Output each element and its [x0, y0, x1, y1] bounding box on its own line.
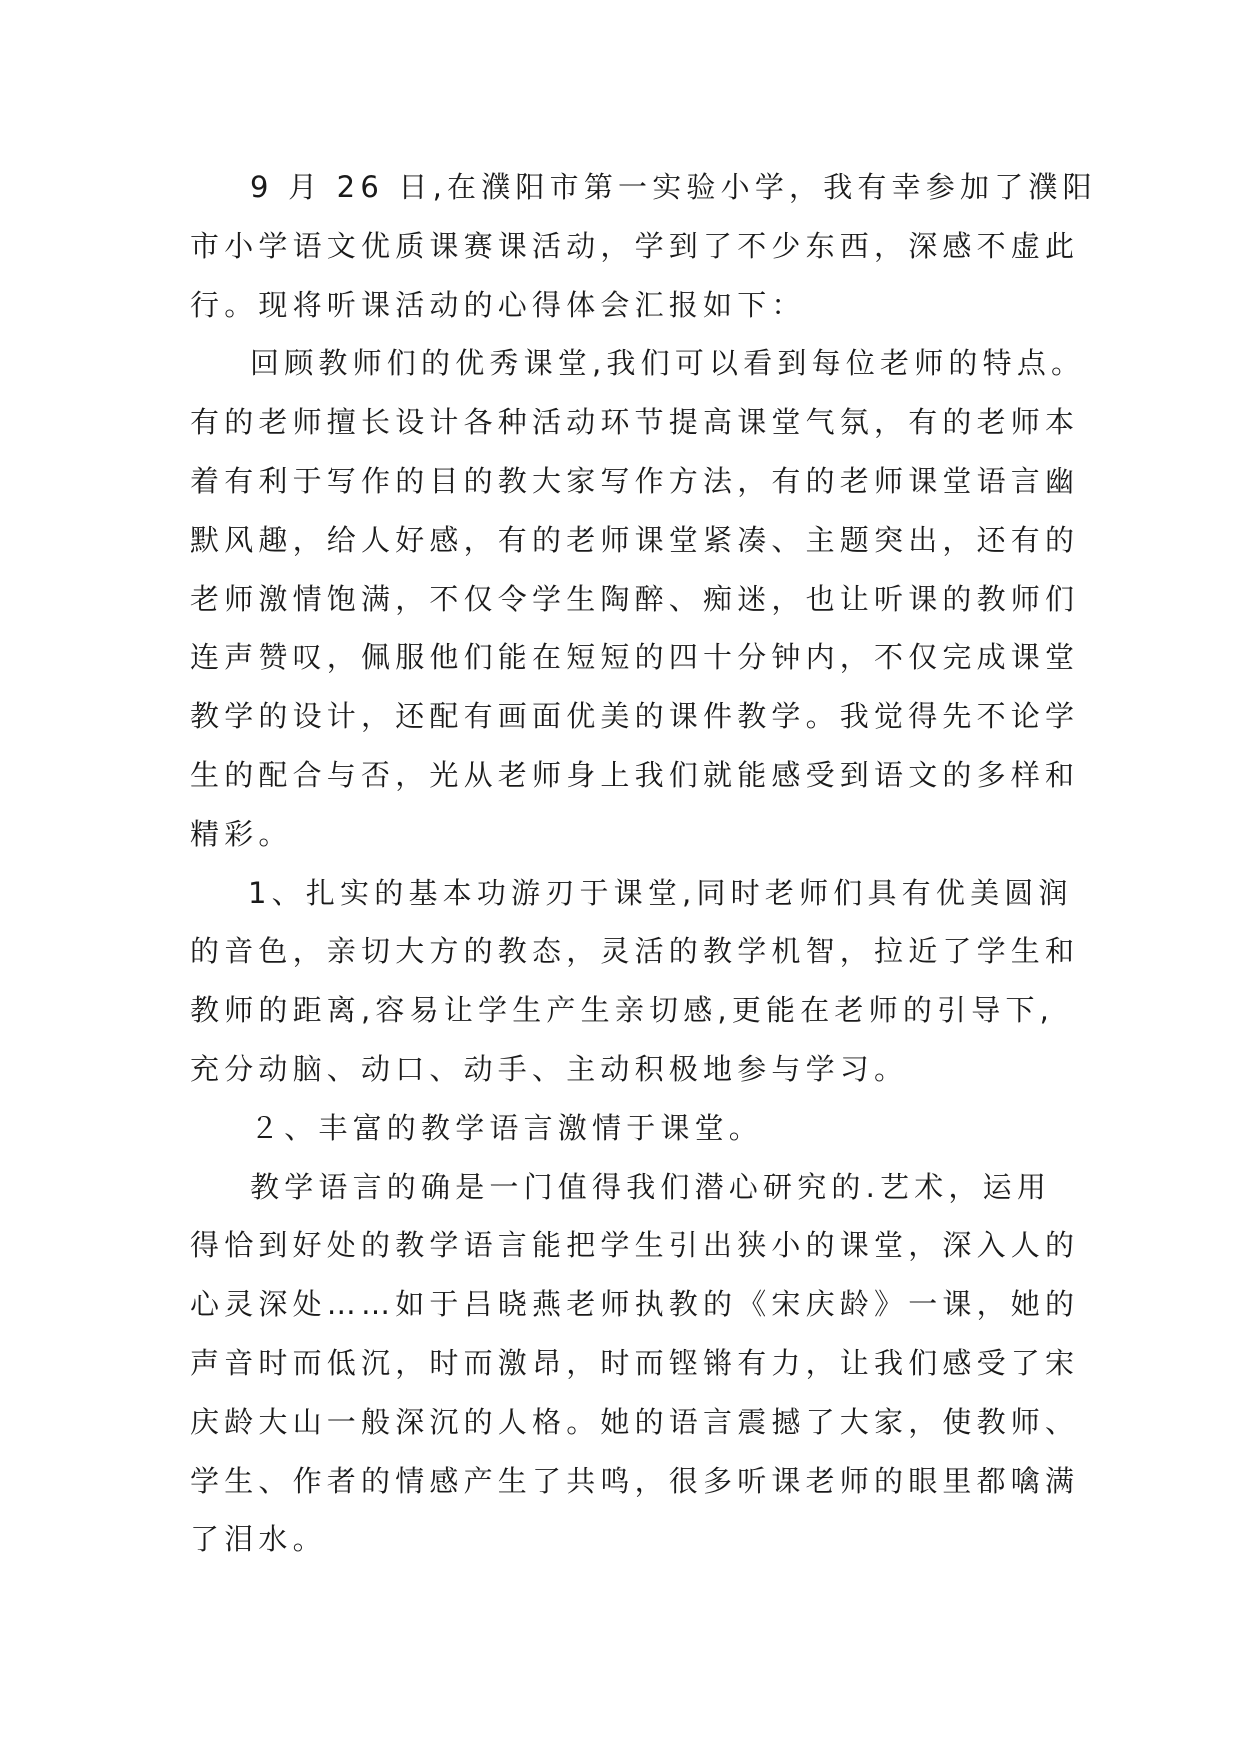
document-body [190, 158, 1097, 1569]
paragraph-line: 市小学语文优质课赛课活动，学到了不少东西，深感不虚此 [190, 228, 1080, 263]
paragraph-line: 教学语言的确是一门值得我们潜心研究的.艺术，运用 [250, 1169, 1052, 1204]
paragraph-line: 心灵深处……如于吕晓燕老师执教的《宋庆龄》一课，她的 [190, 1287, 1080, 1322]
paragraph-line: 了泪水。 [190, 1522, 327, 1557]
paragraph-line: 1、扎实的基本功游刃于课堂,同时老师们具有优美圆润 [248, 875, 1073, 910]
paragraph-line: 有的老师擅长设计各种活动环节提高课堂气氛，有的老师本 [190, 405, 1080, 440]
paragraph-line: 9 月 26 日,在濮阳市第一实验小学，我有幸参加了濮阳 [250, 170, 1097, 204]
paragraph-line: 行。现将听课活动的心得体会汇报如下： [190, 287, 806, 322]
paragraph-line: 老师激情饱满，不仅令学生陶醉、痴迷，也让听课的教师们 [190, 581, 1080, 616]
paragraph-line: 充分动脑、动口、动手、主动积极地参与学习。 [190, 1051, 909, 1086]
paragraph-line: 回顾教师们的优秀课堂,我们可以看到每位老师的特点。 [250, 346, 1086, 381]
paragraph-line: 精彩。 [190, 816, 293, 851]
paragraph-line: 连声赞叹，佩服他们能在短短的四十分钟内，不仅完成课堂 [190, 640, 1080, 675]
paragraph-line: 学生、作者的情感产生了共鸣，很多听课老师的眼里都噙满 [190, 1463, 1080, 1498]
paragraph-line: 教学的设计，还配有画面优美的课件教学。我觉得先不论学 [190, 699, 1080, 734]
paragraph-line: ２、丰富的教学语言激情于课堂。 [250, 1110, 764, 1145]
paragraph-line: 着有利于写作的目的教大家写作方法，有的老师课堂语言幽 [190, 463, 1080, 498]
paragraph-line: 的音色，亲切大方的教态，灵活的教学机智，拉近了学生和 [190, 934, 1080, 969]
paragraph-line: 默风趣，给人好感，有的老师课堂紧凑、主题突出，还有的 [190, 522, 1080, 557]
paragraph-line: 教师的距离,容易让学生产生亲切感,更能在老师的引导下, [190, 993, 1055, 1028]
paragraph-line: 声音时而低沉，时而激昂，时而铿锵有力，让我们感受了宋 [190, 1345, 1080, 1380]
paragraph-line: 庆龄大山一般深沉的人格。她的语言震撼了大家，使教师、 [190, 1404, 1080, 1439]
paragraph-line: 得恰到好处的教学语言能把学生引出狭小的课堂，深入人的 [190, 1228, 1080, 1263]
paragraph-line: 生的配合与否，光从老师身上我们就能感受到语文的多样和 [190, 757, 1080, 792]
